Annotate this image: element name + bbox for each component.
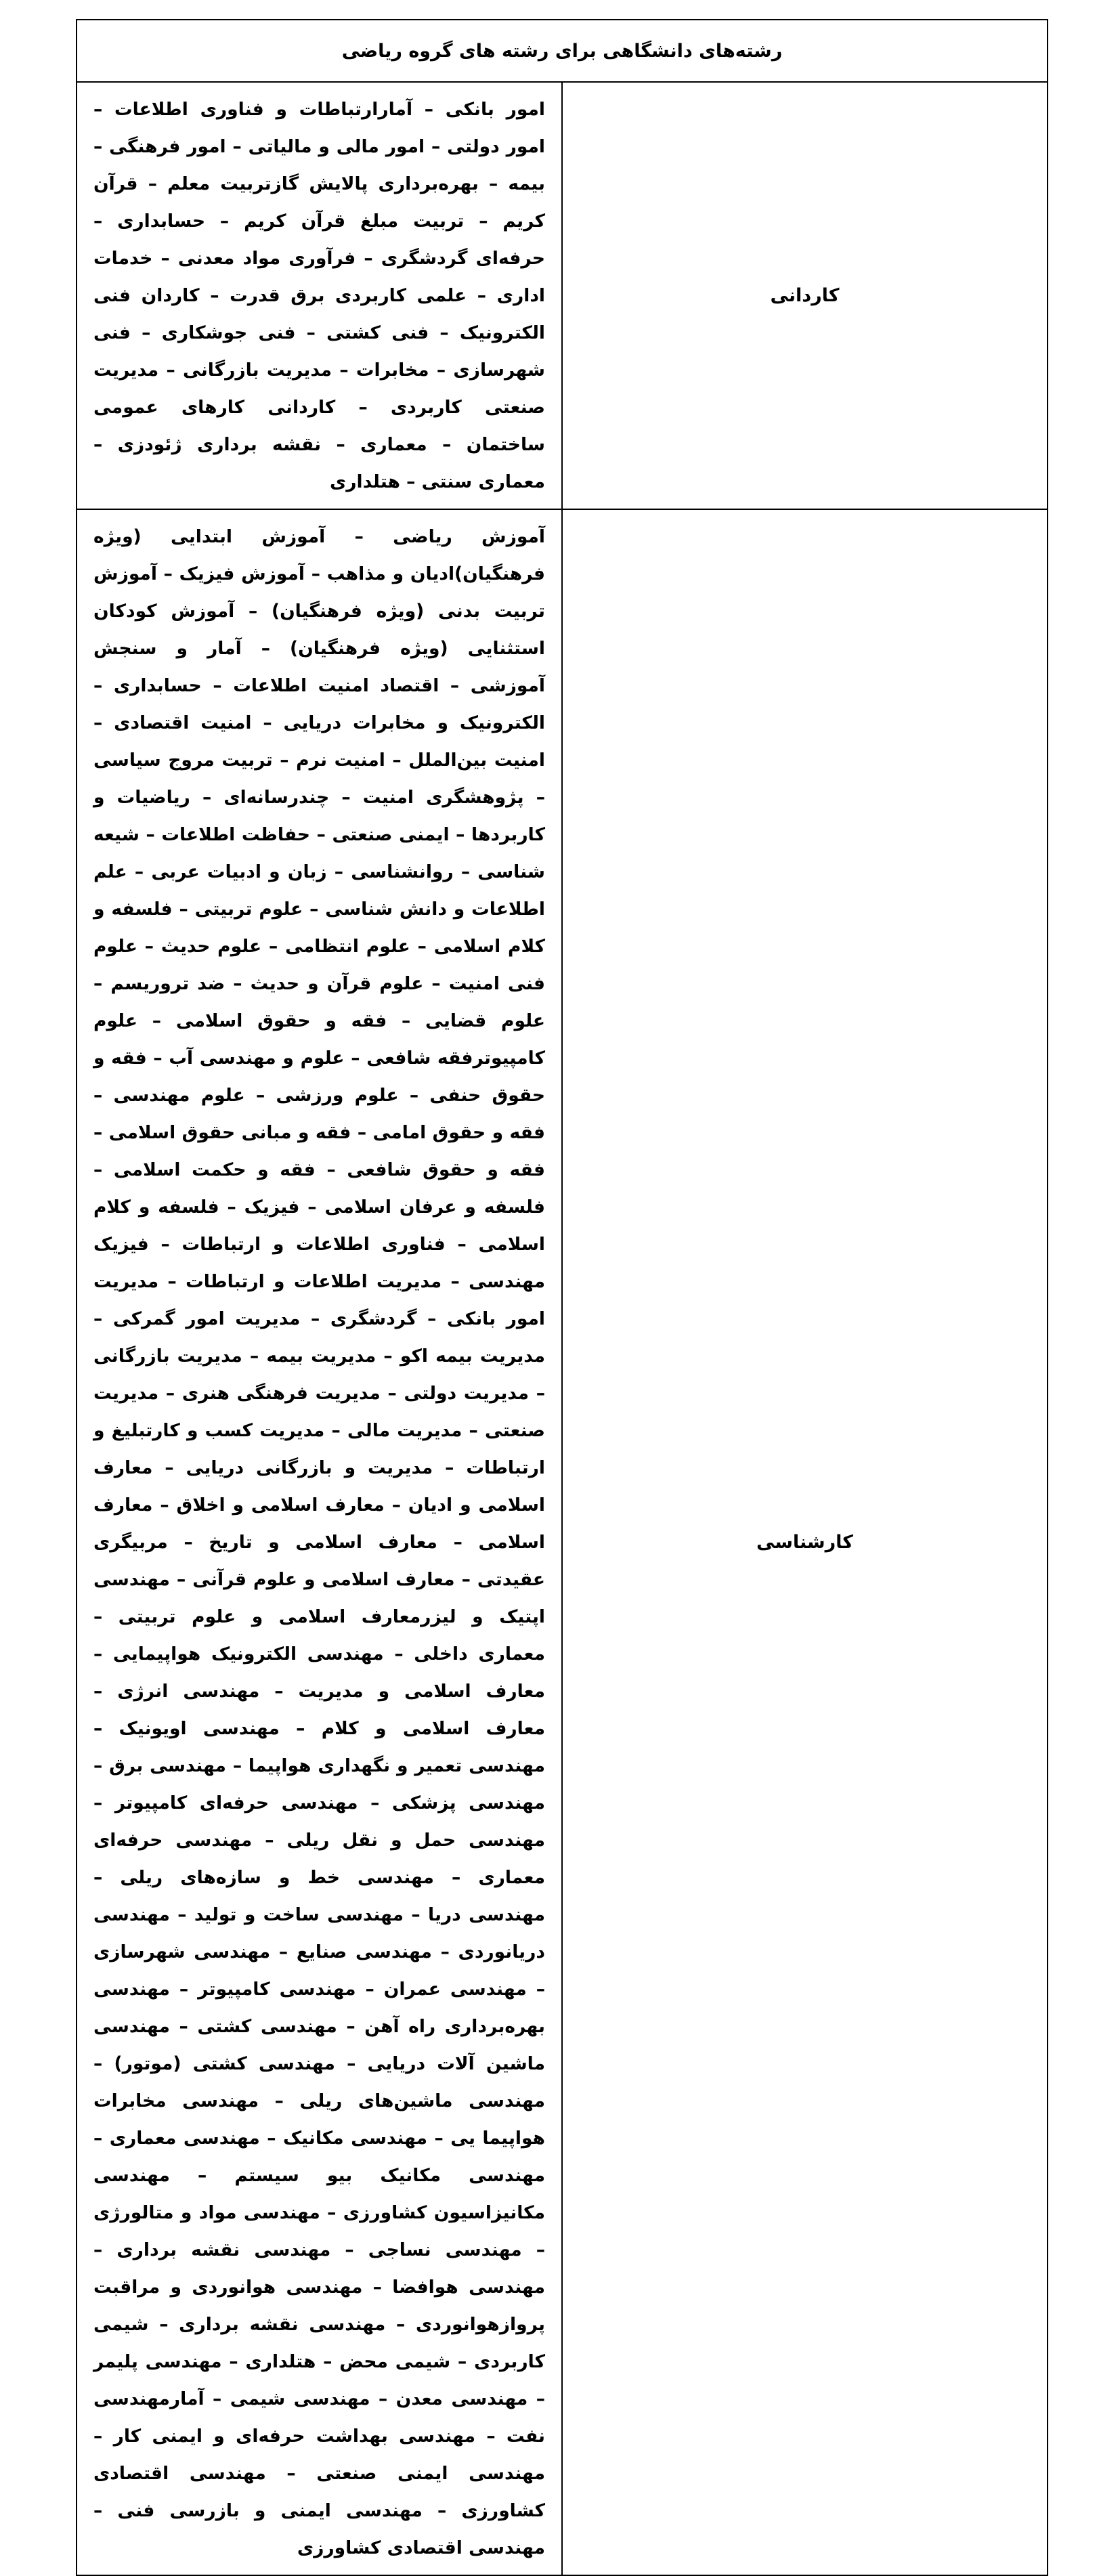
majors-table <box>76 19 1048 2576</box>
row-content-karshenasi: آموزش ریاضی – آموزش ابتدایی (ویژه فرهنگیان)ادیان و مذاهب – آموزش فیزیک – آموزش تربیت بدنی (ویژه فرهنگیان) – آموزش کودکان استثنایی (ویژه فرهنگیان) – آمار و سنجش آموزشی – اقتصاد امنیت اطلاعات – حسابداری – الکترونیک و مخابرات دریایی – امنیت اقتصادی – امنیت بین‌الملل – امنیت نرم – تربیت مروج سیاسی – پژوهشگری امنیت – چندرسانه‌ای – ریاضیات و کاربردها – ایمنی صنعتی – حفاظت اطلاعات – شیعه شناسی – روانشناسی – زبان و ادبیات عربی – علم اطلاعات و دانش شناسی – علوم تربیتی – فلسفه و کلام اسلامی – علوم انتظامی – علوم حدیث – علوم فنی امنیت – علوم قرآن و حدیث – ضد تروریسم – علوم قضایی – فقه و حقوق اسلامی – علوم کامپیوترفقه شافعی – علوم و مهندسی آب – فقه و حقوق حنفی – علوم ورزشی – علوم مهندسی – فقه و حقوق امامی – فقه و مبانی حقوق اسلامی – فقه و حقوق شافعی – فقه و حکمت اسلامی – فلسفه و عرفان اسلامی – فیزیک – فلسفه و کلام اسلامی – فناوری اطلاعات و ارتباطات – فیزیک مهندسی – مدیریت اطلاعات و ارتباطات – مدیریت امور بانکی – گردشگری – مدیریت امور گمرکی – مدیریت بیمه اکو – مدیریت بیمه – مدیریت بازرگانی – مدیریت دولتی – مدیریت فرهنگی هنری – مدیریت صنعتی – مدیریت مالی – مدیریت کسب و کارتبلیغ و ارتباطات – مدیریت و بازرگانی دریایی – معارف اسلامی و ادیان – معارف اسلامی و اخلاق – معارف اسلامی – معارف اسلامی و تاریخ – مربیگری عقیدتی – معارف اسلامی و علوم قرآنی – مهندسی اپتیک و لیزرمعارف اسلامی و علوم تربیتی – معماری داخلی – مهندسی الکترونیک هواپیمایی – معارف اسلامی و مدیریت – مهندسی انرژی – معارف اسلامی و کلام – مهندسی اویونیک – مهندسی تعمیر و نگهداری هواپیما – مهندسی برق – مهندسی پزشکی – مهندسی حرفه‌ای کامپیوتر – مهندسی حمل و نقل ریلی – مهندسی حرفه‌ای معماری – مهندسی خط و سازه‌های ریلی – مهندسی دریا – مهندسی ساخت و تولید – مهندسی دریانوردی – مهندسی صنایع – مهندسی شهرسازی – مهندسی عمران – مهندسی کامپیوتر – مهندسی بهره‌برداری راه آهن – مهندسی کشتی – مهندسی ماشین آلات دریایی – مهندسی کشتی (موتور) – مهندسی ماشین‌های ریلی – مهندسی مخابرات هواپیما یی – مهندسی مکانیک – مهندسی معماری – مهندسی مکانیک بیو سیستم – مهندسی مکانیزاسیون کشاورزی – مهندسی مواد و متالورژی – مهندسی نساجی – مهندسی نقشه برداری – مهندسی هوافضا – مهندسی هوانوردی و مراقبت پروازهوانوردی – مهندسی نقشه برداری – شیمی کاربردی – شیمی محض – هتلداری – مهندسی پلیمر – مهندسی معدن – مهندسی شیمی – آمارمهندسی نفت – مهندسی بهداشت حرفه‌ای و ایمنی کار – مهندسی ایمنی صنعتی – مهندسی اقتصادی کشاورزی – مهندسی ایمنی و بازرسی فنی – مهندسی اقتصادی کشاورزی <box>77 509 562 2575</box>
row-label-karshenasi: کارشناسی <box>562 509 1048 2575</box>
row-content-kardani: امور بانکی – آمارارتباطات و فناوری اطلاعات – امور دولتی – امور مالی و مالیاتی – امور فرهنگی – بیمه – بهره‌برداری پالایش گازتربیت معلم – قرآن کریم – تربیت مبلغ قرآن کریم – حسابداری – حرفه‌ای گردشگری – فرآوری مواد معدنی – خدمات اداری – علمی کاربردی برق قدرت – کاردان فنی الکترونیک – فنی کشتی – فنی جوشکاری – فنی شهرسازی – مخابرات – مدیریت بازرگانی – مدیریت صنعتی کاربردی – کاردانی کارهای عمومی ساختمان – معماری – نقشه برداری ژئودزی – معماری سنتی – هتلداری <box>77 82 562 509</box>
table-row-karshenasi <box>77 509 1048 2575</box>
table-title-row <box>77 20 1048 82</box>
table-title: رشته‌های دانشگاهی برای رشته های گروه ریاضی <box>77 20 1048 82</box>
table-row-kardani <box>77 82 1048 509</box>
row-label-kardani: کاردانی <box>562 82 1048 509</box>
